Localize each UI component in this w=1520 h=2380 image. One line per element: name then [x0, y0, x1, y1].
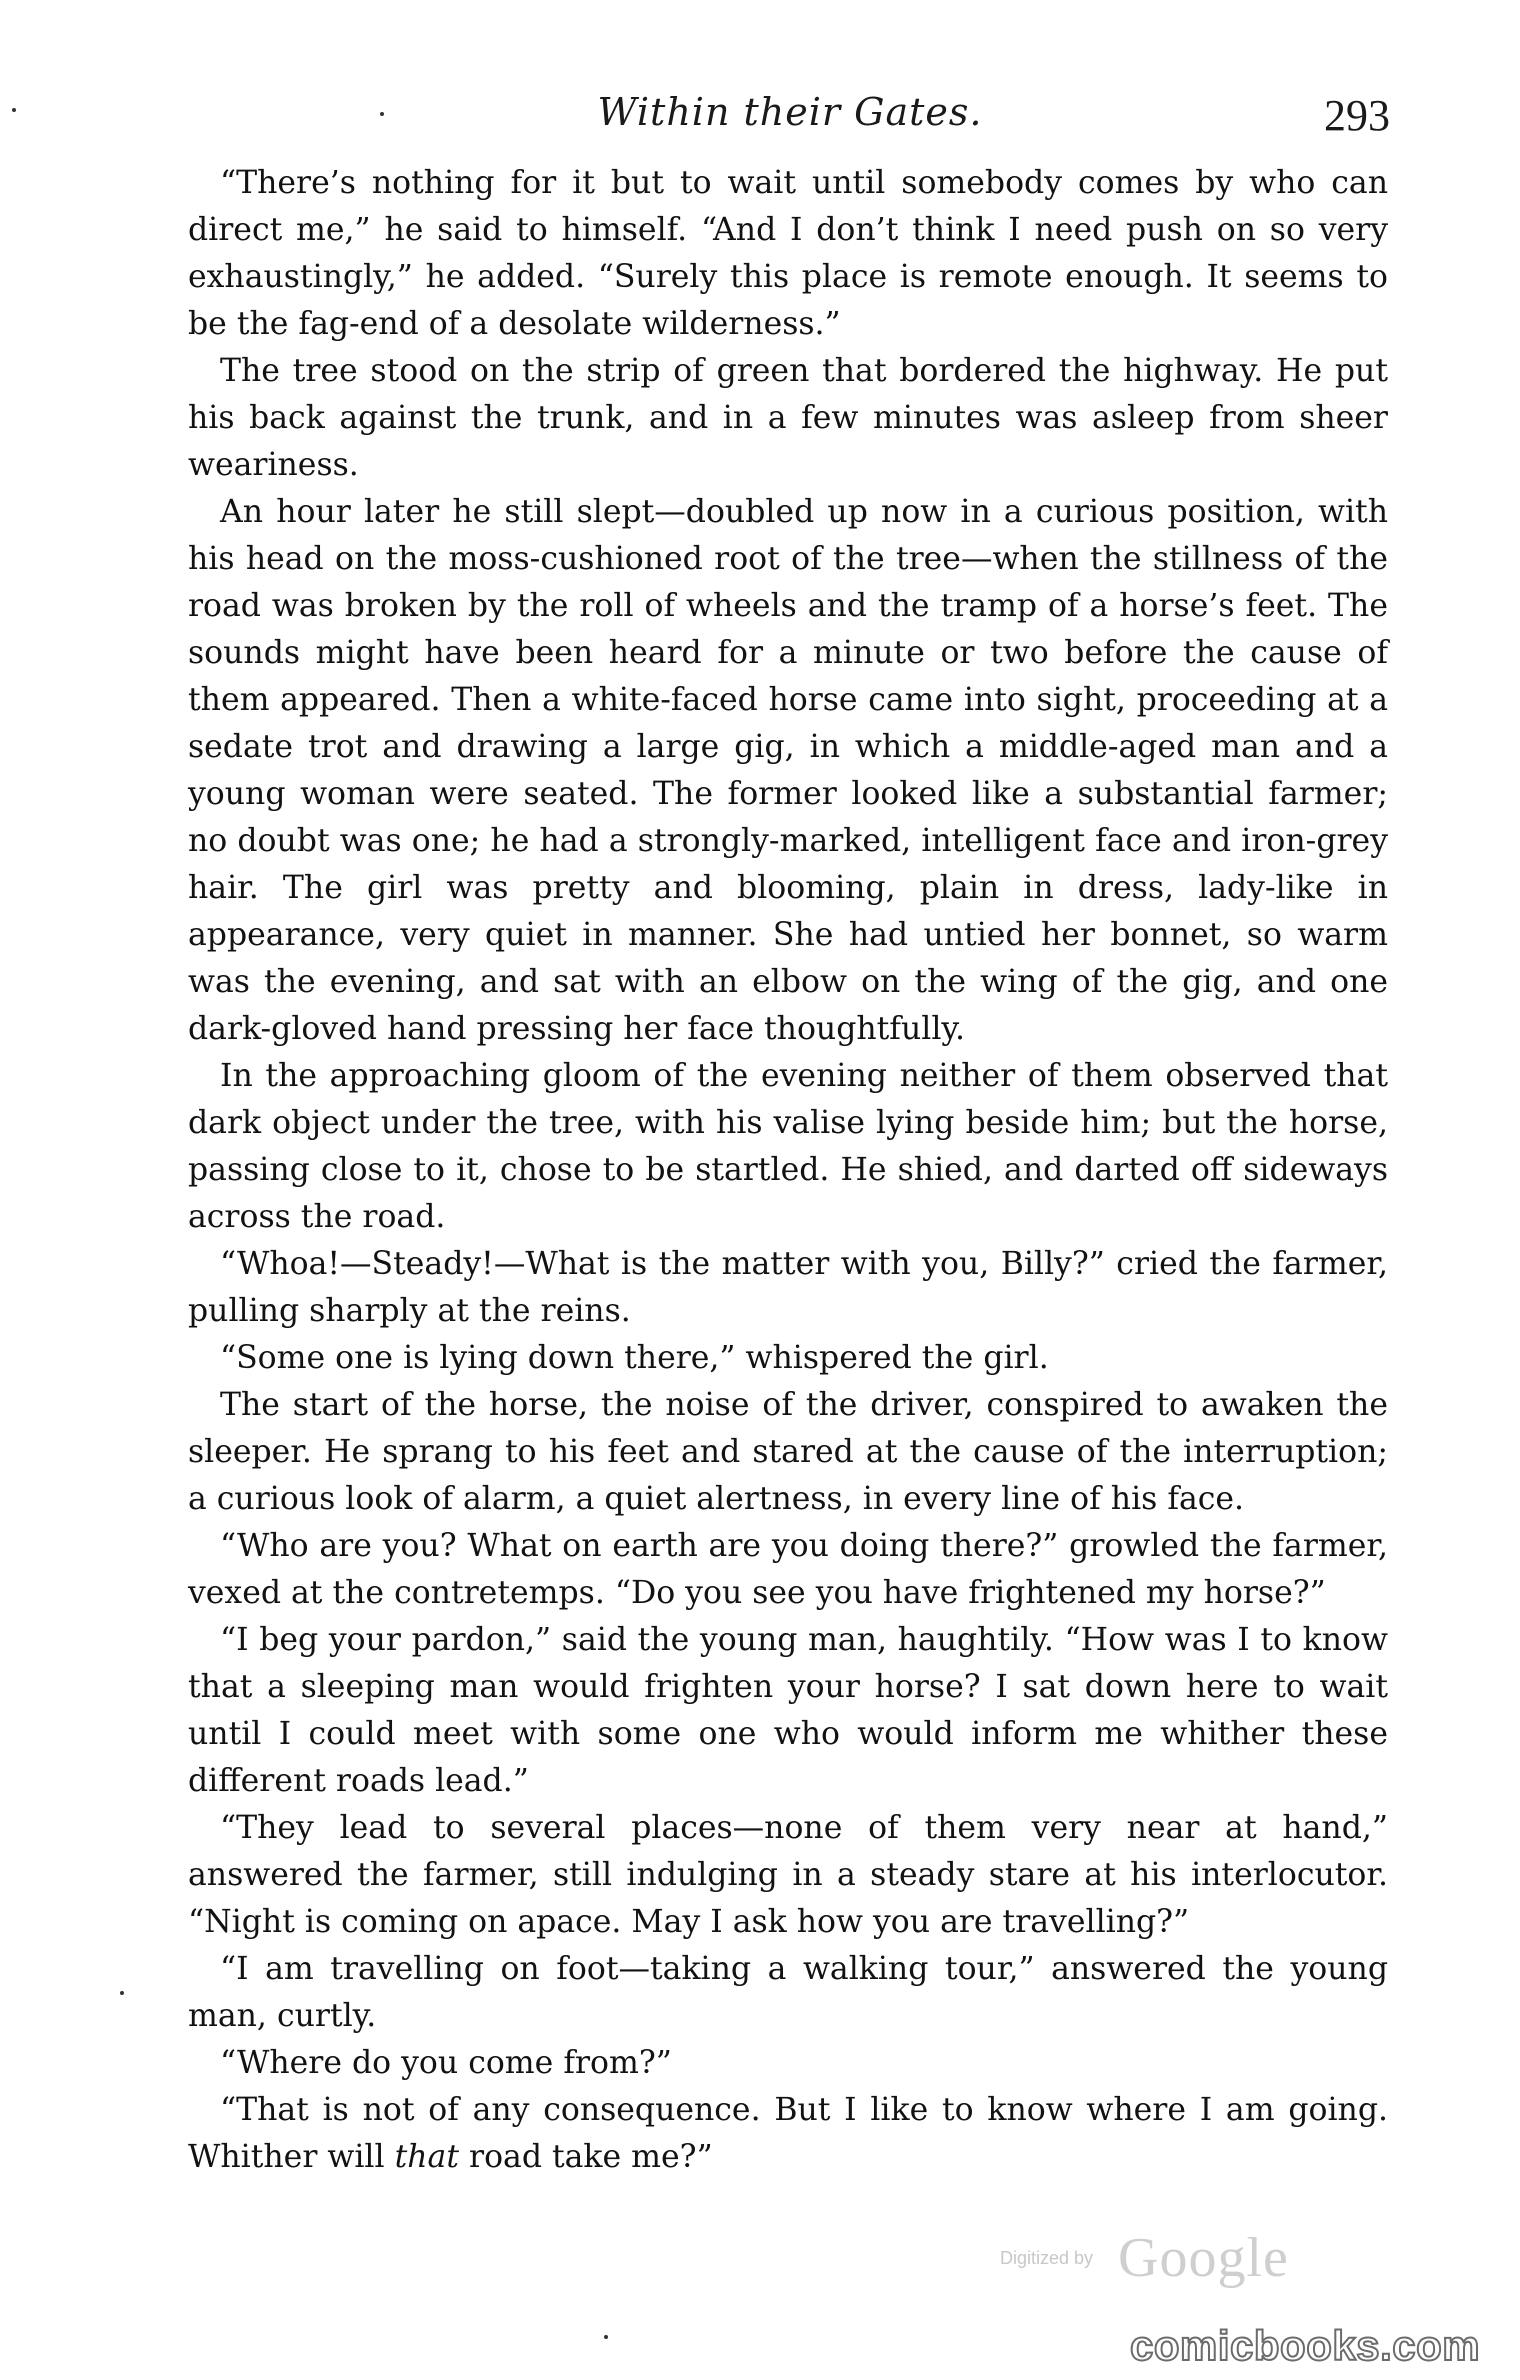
- paragraph: “They lead to several places—none of them very near at hand,” answered the farmer, still indulging in a steady stare at his interlocutor. “Night is coming on apace. May I ask how you are travelling?”: [188, 1810, 1388, 1940]
- scan-speck: [120, 1991, 124, 1995]
- digitized-by-label: Digitized by: [1000, 2248, 1094, 2268]
- body-text: [188, 160, 1388, 2181]
- page-number: 293: [1324, 91, 1390, 140]
- running-title: Within their Gates.: [597, 90, 983, 134]
- paragraph: “There’s nothing for it but to wait until somebody comes by who can direct me,” he said to himself. “And I don’t think I need push on so very exhaustingly,” he added. “Surely this place is remote enough. It seems to be the fag-end of a desolate wilderness.”: [188, 165, 1388, 342]
- google-logo: Google: [1118, 2227, 1289, 2289]
- paragraph: “I am travelling on foot—taking a walking tour,” answered the young man, curtly.: [188, 1951, 1388, 2034]
- paragraph: In the approaching gloom of the evening neither of them observed that dark object under the tree, with his valise lying beside him; but the horse, passing close to it, chose to be startled. He shied, and darted off sideways across the road.: [188, 1058, 1388, 1235]
- paragraph: “Some one is lying down there,” whispered the girl.: [220, 1340, 1049, 1376]
- paragraph: “I beg your pardon,” said the young man, haughtily. “How was I to know that a sleeping man would frighten your horse? I sat down here to wait until I could meet with some one who would inform me whither these different roads lead.”: [188, 1622, 1388, 1799]
- last-paragraph-end: road take me?”: [459, 2139, 713, 2175]
- paragraph: “Whoa!—Steady!—What is the matter with you, Billy?” cried the farmer, pulling sharply at the reins.: [188, 1246, 1388, 1329]
- paragraph: An hour later he still slept—doubled up now in a curious position, with his head on the moss-cushioned root of the tree—when the stillness of the road was broken by the roll of wheels and the tramp of a horse’s feet. The sounds might have been heard for a minute or two before the cause of them appeared. Then a white-faced horse came into sight, proceeding at a sedate trot and drawing a large gig, in which a middle-aged man and a young woman were seated. The former looked like a substantial farmer; no doubt was one; he had a strongly-marked, intelligent face and iron-grey hair. The girl was pretty and blooming, plain in dress, lady-like in appearance, very quiet in manner. She had untied her bonnet, so warm was the evening, and sat with an elbow on the wing of the gig, and one dark-gloved hand pressing her face thoughtfully.: [188, 494, 1388, 1047]
- paragraph: The start of the horse, the noise of the driver, conspired to awaken the sleeper. He sprang to his feet and stared at the cause of the interruption; a curious look of alarm, a quiet alertness, in every line of his face.: [188, 1387, 1388, 1517]
- google-watermark: [1000, 2227, 1360, 2292]
- emphasis-word: that: [394, 2139, 459, 2175]
- scan-speck: [380, 112, 384, 116]
- site-watermark: comicbooks.com: [1130, 2322, 1481, 2369]
- paragraph: The tree stood on the strip of green that bordered the highway. He put his back against the trunk, and in a few minutes was asleep from sheer weariness.: [188, 353, 1388, 483]
- paragraph-last: [188, 2087, 1388, 2181]
- scan-speck: [604, 2335, 608, 2339]
- scan-speck: [12, 108, 16, 112]
- paragraph: “Where do you come from?”: [220, 2045, 672, 2081]
- last-paragraph-text: “That is not of any consequence. But I like to know where I am going. Whither will: [188, 2092, 1388, 2175]
- paragraph: “Who are you? What on earth are you doing there?” growled the farmer, vexed at the contretemps. “Do you see you have frightened my horse?”: [188, 1528, 1388, 1611]
- running-head: [190, 90, 1390, 146]
